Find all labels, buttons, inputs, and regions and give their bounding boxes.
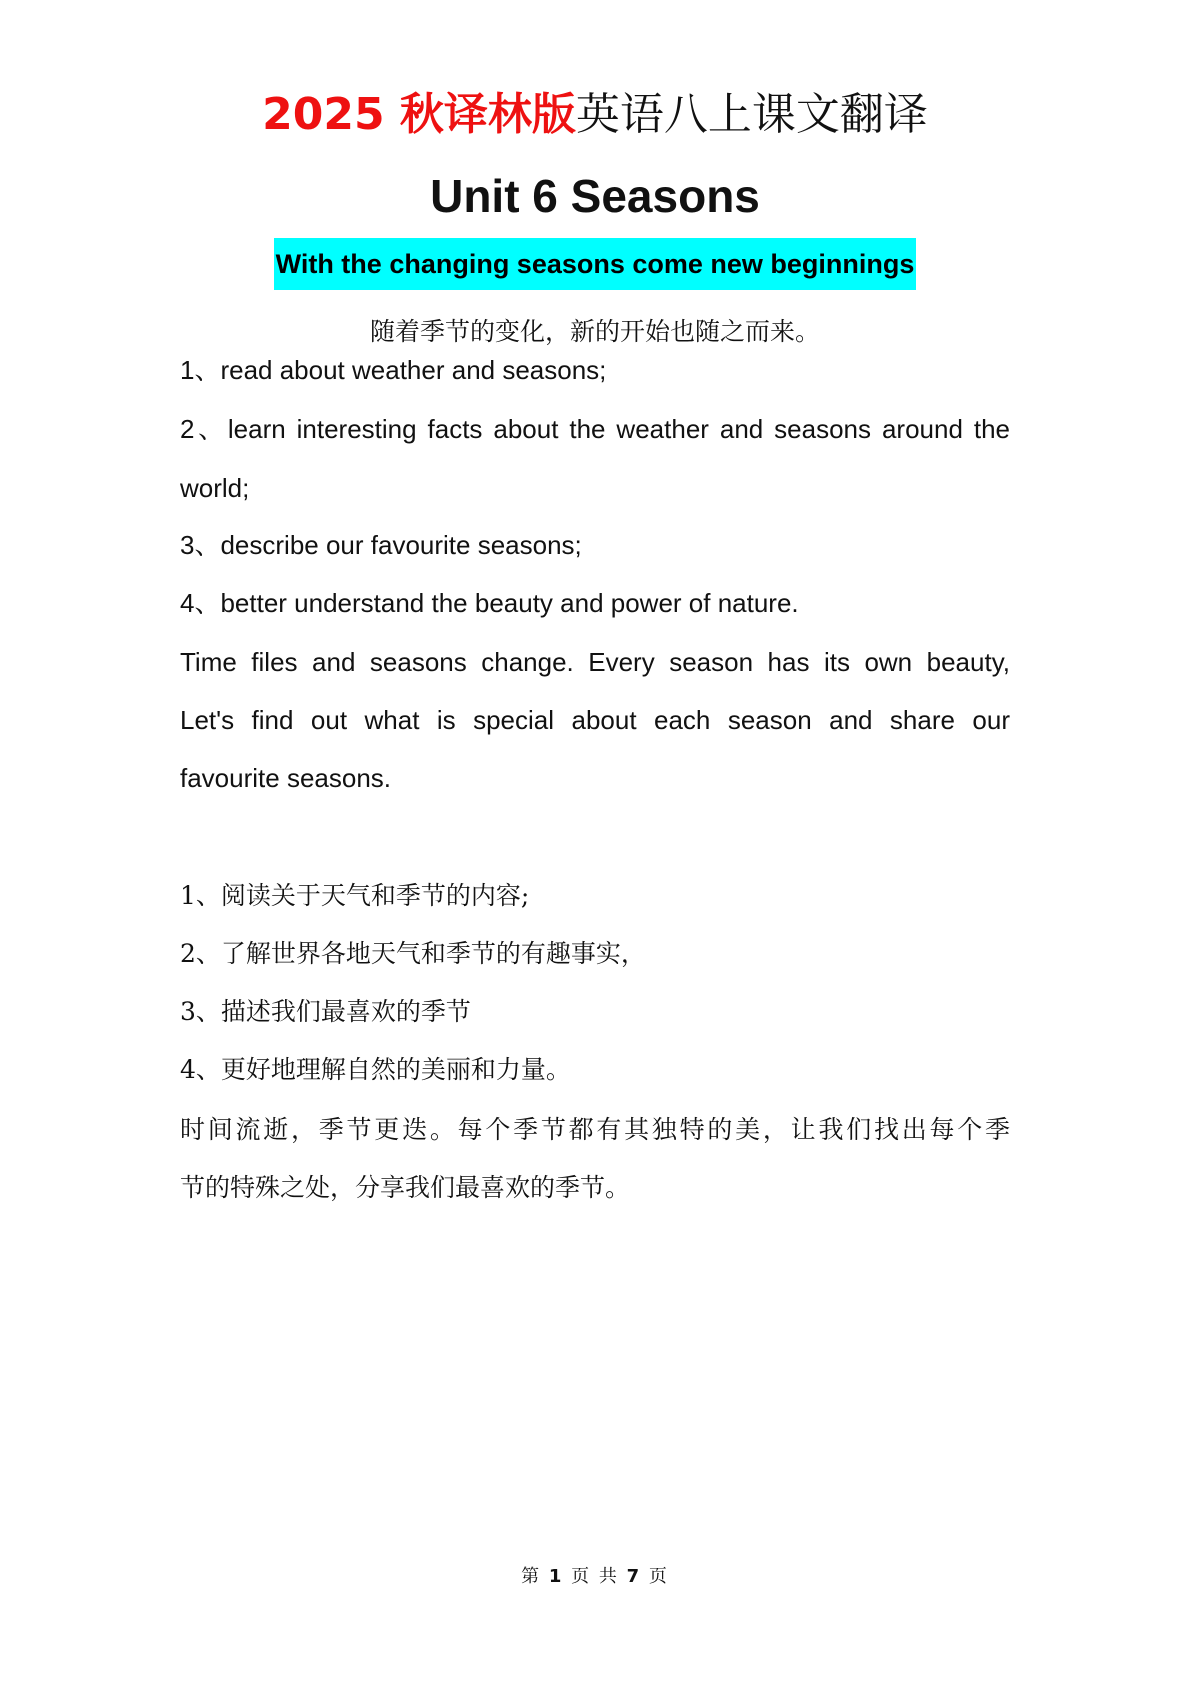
chinese-goal-3: 3、描述我们最喜欢的季节: [180, 997, 471, 1026]
title-black-part: 英语八上课文翻译: [575, 89, 928, 140]
english-paragraph-line-1: Time files and seasons change. Every season has its own beauty,: [180, 647, 1010, 677]
footer-prefix: 第: [521, 1566, 542, 1587]
chinese-paragraph-line-2: 节的特殊之处，分享我们最喜欢的季节。: [180, 1173, 631, 1202]
banner-translation: 随着季节的变化，新的开始也随之而来。: [369, 317, 820, 346]
english-paragraph-line-3: favourite seasons.: [180, 763, 392, 793]
document-title: [0, 83, 1190, 147]
chinese-goal-1: 1、阅读关于天气和季节的内容;: [180, 881, 530, 910]
chinese-paragraph-line-1: 时间流逝，季节更迭。每个季节都有其独特的美，让我们找出每个季: [180, 1115, 1010, 1144]
chinese-goal-4: 4、更好地理解自然的美丽和力量。: [180, 1055, 571, 1084]
footer-middle: 页 共: [571, 1566, 619, 1587]
footer-suffix: 页: [648, 1566, 669, 1587]
unit-title: Unit 6 Seasons: [430, 170, 760, 222]
total-pages-number: 7: [626, 1566, 642, 1587]
english-goal-3: 3、describe our favourite seasons;: [180, 530, 582, 560]
title-red-part: 2025 秋译林版: [262, 89, 576, 140]
english-goal-2-continued: world;: [180, 473, 250, 503]
banner-title: With the changing seasons come new beginnings: [274, 238, 917, 290]
chinese-goal-2: 2、了解世界各地天气和季节的有趣事实，: [180, 939, 646, 968]
current-page-number: 1: [548, 1566, 564, 1587]
english-paragraph-line-2: Let's find out what is special about each season and share our: [180, 705, 1010, 735]
page-footer: [0, 1563, 1190, 1591]
english-goal-1: 1、read about weather and seasons;: [180, 355, 607, 385]
banner-wrapper: [0, 238, 1190, 290]
english-goal-4: 4、better understand the beauty and power of nature.: [180, 588, 799, 618]
english-goal-2: 2、learn interesting facts about the weather and seasons around the: [180, 414, 1010, 444]
